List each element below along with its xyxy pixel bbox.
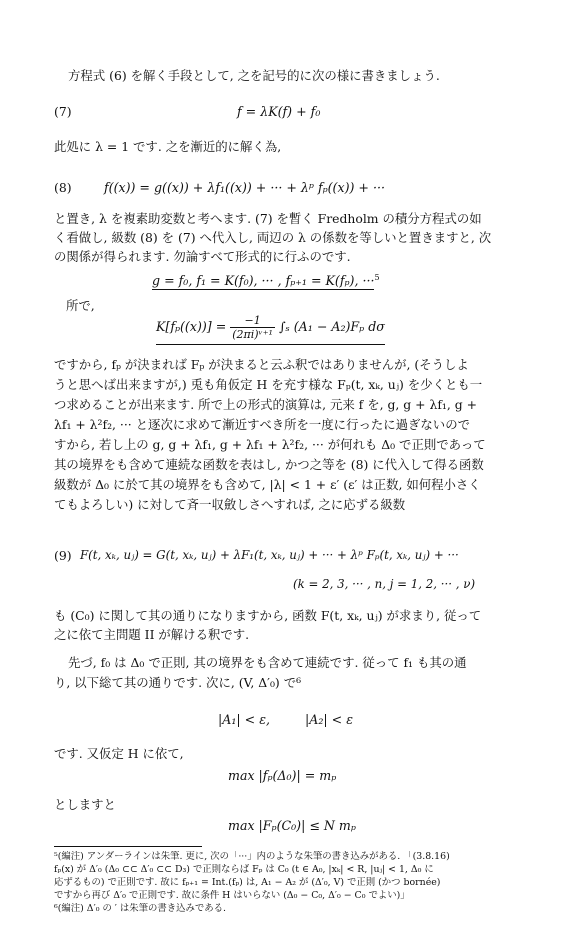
equation-number-7: (7) — [54, 104, 72, 119]
paragraph-conclusion-line: も (C₀) に関して其の通りになりますから, 函数 F(t, xₖ, uⱼ) が求まり, 従って — [54, 608, 482, 623]
equation-8: f((x)) = g((x)) + λf₁((x)) + ··· + λᵖ fₚ((x)) + ··· — [104, 180, 385, 195]
equation-number-9: (9) — [54, 548, 72, 563]
equation-9: F(t, xₖ, uⱼ) = G(t, xₖ, uⱼ) + λF₁(t, xₖ, uⱼ) + ··· + λᵖ Fₚ(t, xₖ, uⱼ) + ··· — [80, 548, 459, 562]
paragraph-main-line: ですから, fₚ が決まれば Fₚ が決まると云ふ釈ではありませんが, (そうしよ — [54, 357, 469, 372]
kernel-lhs: K[fₚ((x))] = — [156, 319, 227, 334]
kernel-numerator: −1 — [230, 314, 275, 328]
equation-9-condition: (k = 2, 3, ··· , n, j = 1, 2, ··· , ν) — [293, 577, 476, 591]
kernel-equation — [156, 314, 385, 345]
tokoro-label: 所で, — [66, 298, 95, 313]
footnote-line: 応ずるもの) で正則です. 故に fₚ₊₁ = Int.(fₚ) は, A₁ − A₂ が (Δ′₀, V) で正則 (かつ bornée) — [54, 877, 441, 888]
paragraph-main-line: 級数が Δ₀ に於て其の境界をも含めて, |λ| < 1 + ε′ (ε′ は正数, 如何程小さく — [54, 477, 481, 492]
footnote-divider — [54, 846, 202, 847]
max-equation-2: max |Fₚ(C₀)| ≤ N mₚ — [228, 818, 356, 833]
footnote-line: fₚ(x) が Δ′₀ (Δ₀ ⊂⊂ Δ′₀ ⊂⊂ D₃) で正則ならば Fₚ は C₀ (t ∈ A₀, |xₖ| < R, |uⱼ| < 1, Δ₀ に — [54, 864, 434, 875]
paragraph-fredholm-line: の関係が得られます. 勿論すべて形式的に行ふのです. — [54, 249, 351, 264]
paragraph-intro: 方程式 (6) を解く手段として, 之を記号的に次の様に書きましょう. — [68, 68, 440, 83]
paragraph-lambda: 此処に λ = 1 です. 之を漸近的に解く為, — [54, 139, 282, 154]
paragraph-main-line: すから, 若し上の g, g + λf₁, g + λf₁ + λ²f₂, ··· が何れも Δ₀ で正則であって — [54, 437, 486, 452]
paragraph-first-line: り, 以下総て其の通りです. 次に, (V, Δ′₀) で⁶ — [54, 675, 302, 690]
paragraph-first-line: 先づ, f₀ は Δ₀ で正則, 其の境界をも含めて連続です. 従って f₁ も其の通 — [68, 655, 467, 670]
footnote-line: ⁵(編注) アンダーラインは朱筆. 更に, 次の「···」内のような朱筆の書き込みがある. 「(3.8.16) — [54, 851, 450, 862]
footnote-marker-5: 5 — [374, 273, 380, 282]
kernel-denominator: (2πi)ᵛ⁺¹ — [232, 328, 273, 341]
equation-number-8: (8) — [54, 180, 72, 195]
equation-7: f = λK(f) + f₀ — [237, 104, 321, 119]
footnote-line: ですから再び Δ′₀ で正則です. 故に条件 H はいらない (Δ₀ − C₀, Δ′₀ − C₀ でよい)」 — [54, 890, 410, 901]
recurrence-underlined: g = f₀, f₁ = K(f₀), ··· , fₚ₊₁ = K(fₚ), ··· — [152, 273, 375, 289]
max-equation-1: max |fₚ(Δ₀)| = mₚ — [228, 768, 337, 783]
footnote-line: ⁶(編注) Δ′₀ の ′ は朱筆の書き込みである. — [54, 903, 227, 914]
recurrence-relation — [152, 273, 380, 288]
inequality-a2: |A₂| < ε — [305, 712, 353, 727]
paragraph-conclusion-line: 之に依て主問題 II が解ける釈です. — [54, 627, 250, 642]
paragraph-main-line: うと思へば出来ますが,) 兎も角仮定 H を充す様な Fₚ(t, xₖ, uⱼ) を少くとも一 — [54, 377, 483, 392]
paragraph-main-line: てもよろしい) に対して斉一収斂しさへすれば, 之に応ずる級数 — [54, 497, 406, 512]
paragraph-then: としますと — [54, 797, 116, 812]
kernel-integral: ∫ₛ (A₁ − A₂)Fₚ dσ — [278, 319, 385, 334]
inequality-a1: |A₁| < ε, — [218, 712, 270, 727]
kernel-fraction — [230, 314, 275, 341]
paragraph-fredholm-line: と置き, λ を複素助変数と考へます. (7) を暫く Fredholm の積分方程式の如 — [54, 211, 482, 226]
paragraph-assumption: です. 又仮定 H に依て, — [54, 746, 184, 761]
paragraph-main-line: λf₁ + λ²f₂, ··· と逐次に求めて漸近すべき所を一度に行ったに過ぎないので — [54, 417, 470, 432]
paragraph-fredholm-line: く看做し, 級数 (8) を (7) へ代入し, 両辺の λ の係数を等しいと置きますと, 次 — [54, 230, 492, 245]
paragraph-main-line: 其の境界をも含めて連続な函数を表はし, かつ之等を (8) に代入して得る函数 — [54, 457, 484, 472]
paragraph-main-line: つ求めることが出来ます. 所で上の形式的演算は, 元来 f を, g, g + λf₁, g + — [54, 397, 478, 412]
